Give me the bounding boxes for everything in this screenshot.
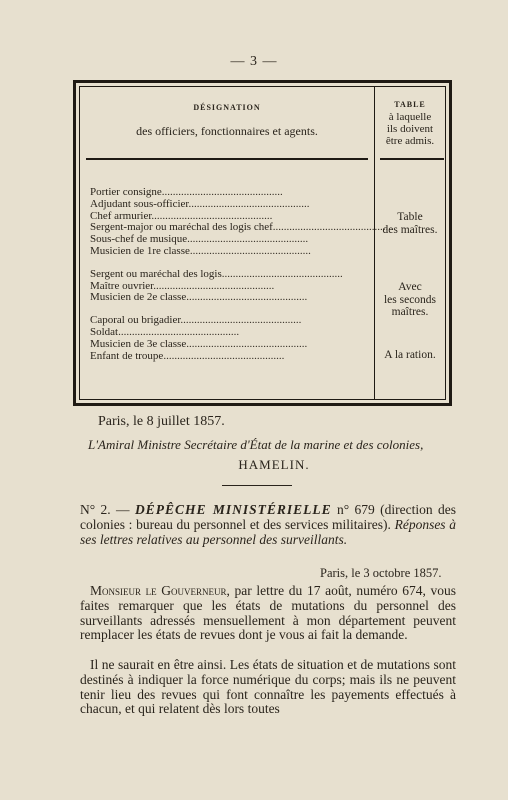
header-designation-sub: des officiers, fonctionnaires et agents. bbox=[136, 124, 318, 138]
header-table bbox=[375, 99, 445, 147]
depeche-rest: n° 679 (direction des colonies : bureau du personnel et des services militaires). bbox=[80, 502, 457, 532]
signature-date: Paris, le 8 juillet 1857. bbox=[98, 414, 225, 429]
table-row: Maître ouvrier............................................ bbox=[90, 279, 275, 292]
signature-name: HAMELIN. bbox=[238, 457, 310, 472]
group-3-label: A la ration. bbox=[384, 349, 436, 361]
group-1-label: Table des maîtres. bbox=[382, 211, 438, 236]
allocation-table bbox=[73, 80, 452, 406]
table-row: Caporal ou brigadier............................................ bbox=[90, 314, 302, 327]
header-table-title: TABLE bbox=[394, 100, 426, 109]
table-row: Sergent-major ou maréchal des logis chef............................................ bbox=[90, 221, 394, 234]
table-rows bbox=[90, 186, 394, 362]
table-row: Adjudant sous-officier............................................ bbox=[90, 197, 310, 210]
body-paragraph-1: Monsieur le Gouverneur, par lettre du 17 août, numéro 674, vous faites remarquer que les états de mutations du personnel des surveillants adressés mensuellement à mon département peuvent remplacer les états de revues dont je vous ai fait la demande. bbox=[80, 583, 456, 643]
body-paragraph-2: Il ne saurait en être ainsi. Les états de situation et de mutations sont destinés à indiquer la force numérique du corps; mais ils ne peuvent tenir lieu des revues qui font connaître les payements effectués à chacun, et qui relatent dès lors toutes bbox=[80, 657, 456, 717]
table-row: Chef armurier............................................ bbox=[90, 209, 273, 222]
table-row: Sergent ou maréchal des logis............................................ bbox=[90, 267, 343, 280]
header-rule-right bbox=[380, 158, 444, 160]
depeche-kind: DÉPÊCHE MINISTÉRIELLE bbox=[134, 502, 332, 517]
group-2-label: Avec les seconds maîtres. bbox=[383, 281, 437, 318]
header-designation-title: DÉSIGNATION bbox=[193, 103, 261, 112]
table-row: Musicien de 3e classe............................................ bbox=[90, 337, 308, 350]
depeche-number: N° 2. — bbox=[80, 502, 130, 517]
page-number: — 3 — bbox=[230, 54, 278, 69]
table-row: Musicien de 2e classe............................................ bbox=[90, 291, 308, 304]
depeche-heading bbox=[80, 503, 456, 547]
table-row: Portier consigne............................................ bbox=[90, 186, 283, 198]
header-rule-left bbox=[86, 158, 368, 160]
table-row: Sous-chef de musique............................................ bbox=[90, 233, 309, 246]
depeche-subject: Réponses à ses lettres relatives au personnel des surveillants. bbox=[80, 516, 456, 547]
salutation: Monsieur le Gouverneur bbox=[90, 583, 227, 598]
header-designation bbox=[80, 103, 374, 139]
header-table-line2: ils doivent bbox=[386, 123, 434, 135]
table-row: Soldat............................................ bbox=[90, 325, 240, 338]
depeche-date: Paris, le 3 octobre 1857. bbox=[320, 566, 442, 580]
table-inner-frame bbox=[79, 86, 446, 400]
table-row: Musicien de 1re classe............................................ bbox=[90, 244, 311, 257]
signature-title: L'Amiral Ministre Secrétaire d'État de la marine et des colonies, bbox=[88, 437, 424, 452]
table-row: Enfant de troupe............................................ bbox=[90, 349, 285, 362]
header-table-line3: être admis. bbox=[385, 135, 435, 147]
header-table-line1: à laquelle bbox=[388, 111, 432, 123]
section-divider bbox=[222, 485, 292, 486]
